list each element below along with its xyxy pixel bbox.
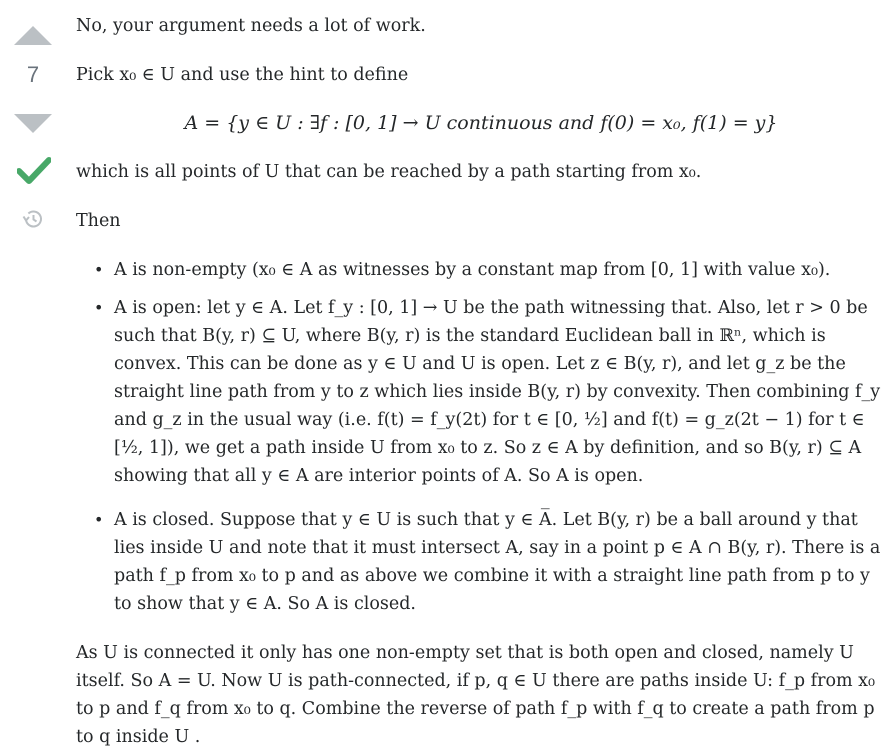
bullet-closed: • A is closed. Suppose that y ∈ U is such that y ∈ A̅. Let B(y, r) be a ball around y that lies inside U and note that it must intersect A, say in a point p ∈ A ∩ B(y, r). There is a path f_p from x₀ to p and as above we combine it with a straight line path from p to y to show that y ∈ A. So A is closed. bbox=[114, 506, 886, 618]
display-math: A = {y ∈ U : ∃f : [0, 1] → U continuous and f(0) = x₀, f(1) = y} bbox=[184, 112, 778, 134]
bullet-nonempty: • A is non-empty (x₀ ∈ A as witnesses by a constant map from [0, 1] with value x₀). bbox=[114, 256, 886, 284]
answer-which: which is all points of U that can be reached by a path starting from x₀. bbox=[76, 162, 702, 182]
accepted-checkmark-icon bbox=[17, 155, 51, 185]
upvote-arrow-icon[interactable] bbox=[14, 26, 52, 45]
answer-then: Then bbox=[76, 211, 121, 231]
downvote-arrow-icon[interactable] bbox=[14, 114, 52, 133]
revision-history-icon[interactable] bbox=[21, 207, 45, 231]
answer-pick: Pick x₀ ∈ U and use the hint to define bbox=[76, 65, 409, 85]
vote-count: 7 bbox=[26, 62, 40, 87]
answer-intro: No, your argument needs a lot of work. bbox=[76, 16, 426, 36]
answer-conclusion: As U is connected it only has one non-empty set that is both open and closed, namely U itself. So A = U. Now U is path-connected, if p, q ∈ U there are paths inside U: f_p from x₀ to p and f_q from x₀ to q. Combine the reverse of path f_p with f_q to create a path from p to q inside U . bbox=[76, 643, 876, 747]
bullet-open: • A is open: let y ∈ A. Let f_y : [0, 1] → U be the path witnessing that. Also, let r > 0 be such that B(y, r) ⊆ U, where B(y, r) is the standard Euclidean ball in ℝⁿ, which is convex. This can be done as y ∈ U and U is open. Let z ∈ B(y, r), and let g_z be the straight line path from y to z which lies inside B(y, r) by convexity. Then combining f_y and g_z in the usual way (i.e. f(t) = f_y(2t) for t ∈ [0, ½] and f(t) = g_z(2t − 1) for t ∈ [½, 1]), we get a path inside U from x₀ to z. So z ∈ A by definition, and so B(y, r) ⊆ A showing that all y ∈ A are interior points of A. So A is open. bbox=[114, 294, 886, 490]
